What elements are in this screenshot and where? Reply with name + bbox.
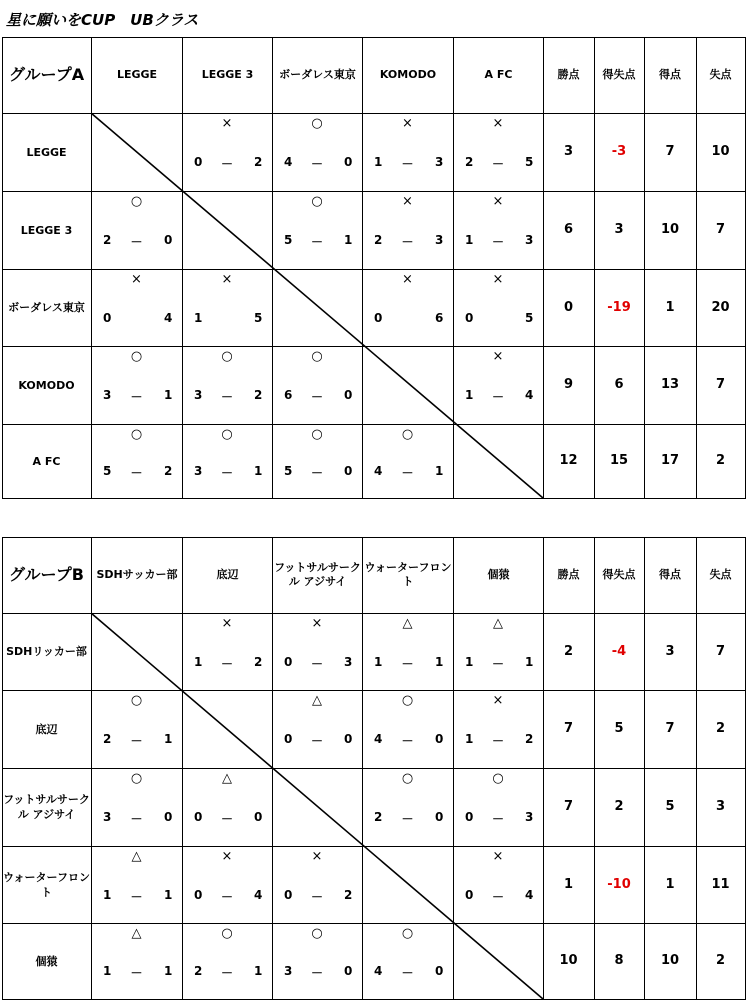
row-team-label: A FC [32, 454, 61, 468]
result-mark: ○ [311, 926, 323, 941]
score-home: 0 [465, 810, 474, 825]
result-mark: ○ [401, 693, 414, 708]
score-away: 0 [164, 233, 173, 248]
score-home: 3 [194, 388, 203, 403]
score-dash: － [401, 465, 414, 480]
team-header: LEGGE 3 [201, 68, 254, 81]
score-dash: － [401, 157, 414, 172]
stat-value: 2 [715, 721, 726, 736]
team-header: A FC [484, 68, 513, 81]
row-team-label: ボーダレス東京 [8, 301, 85, 314]
score-home: 2 [103, 233, 112, 248]
stat-value: 10 [711, 144, 730, 159]
stat-value: 13 [660, 377, 680, 392]
stat-header: 勝点 [557, 568, 580, 581]
result-mark: × [492, 349, 504, 364]
group-name: グループB [9, 565, 84, 584]
result-mark: × [221, 272, 233, 287]
score-dash: － [401, 966, 414, 981]
result-mark: △ [222, 771, 232, 786]
stat-value: 3 [665, 643, 675, 659]
result-mark: △ [493, 616, 503, 631]
score-home: 2 [465, 155, 474, 170]
score-away: 5 [525, 310, 534, 325]
stat-value: 5 [614, 721, 624, 736]
result-mark: × [402, 272, 413, 287]
stat-value: 2 [715, 453, 726, 468]
score-home: 5 [284, 463, 293, 478]
score-home: 0 [103, 310, 112, 325]
score-away: 0 [164, 810, 173, 825]
score-home: 0 [284, 654, 293, 669]
stat-value: 15 [609, 453, 629, 468]
result-mark: × [492, 272, 504, 287]
score-home: 2 [103, 732, 112, 747]
score-home: 1 [374, 654, 383, 669]
team-header: LEGGE [116, 68, 158, 81]
score-dash: － [492, 390, 505, 405]
score-away: 0 [344, 388, 353, 403]
score-dash: － [311, 889, 324, 904]
stat-value: 20 [711, 299, 730, 315]
result-mark: × [492, 194, 504, 209]
page-title: 星に願いをCUP UBクラス [6, 11, 199, 29]
result-mark: × [131, 272, 142, 287]
score-away: 0 [344, 964, 353, 979]
score-away: 3 [435, 233, 444, 248]
stat-value: 8 [614, 953, 624, 968]
result-mark: × [402, 116, 413, 131]
stat-header: 得点 [659, 568, 681, 581]
score-home: 0 [284, 732, 293, 747]
row-team-label: SDHリッカー部 [6, 645, 87, 658]
score-away: 3 [344, 654, 353, 669]
stat-value: 7 [665, 721, 675, 736]
score-away: 3 [525, 810, 534, 825]
score-dash: － [311, 390, 324, 405]
team-header: SDHサッカー部 [96, 568, 178, 581]
team-header: ボーダレス東京 [279, 68, 356, 81]
score-away: 1 [254, 964, 263, 979]
row-team-label: 個猿 [35, 954, 58, 968]
score-dash: － [311, 157, 324, 172]
result-mark: × [402, 194, 413, 209]
row-team-label: フットサルサークル アジサイ [3, 793, 90, 821]
score-home: 2 [374, 810, 383, 825]
stat-value: -19 [607, 299, 631, 315]
result-mark: × [492, 693, 504, 708]
score-away: 0 [435, 964, 444, 979]
score-away: 0 [254, 810, 263, 825]
score-home: 3 [194, 463, 203, 478]
team-header: 底辺 [216, 568, 239, 581]
score-home: 1 [103, 964, 112, 979]
score-home: 0 [194, 887, 203, 902]
score-away: 4 [164, 310, 173, 325]
score-away: 1 [164, 964, 173, 979]
result-mark: ○ [130, 427, 143, 442]
result-mark: × [311, 616, 323, 631]
score-home: 4 [284, 155, 293, 170]
score-dash: － [130, 465, 143, 480]
stat-value: 7 [665, 144, 675, 159]
score-away: 0 [344, 463, 353, 478]
score-home: 4 [374, 732, 383, 747]
score-home: 0 [374, 310, 383, 325]
score-home: 1 [465, 233, 474, 248]
score-dash: － [221, 656, 234, 671]
score-home: 0 [194, 155, 203, 170]
result-mark: ○ [221, 349, 233, 364]
score-dash: － [221, 966, 234, 981]
row-team-label: KOMODO [18, 378, 75, 392]
stat-value: 1 [563, 876, 574, 892]
score-home: 4 [374, 463, 383, 478]
stat-value: 12 [559, 453, 578, 468]
score-away: 2 [344, 887, 353, 902]
result-mark: ○ [311, 194, 323, 209]
score-home: 1 [465, 388, 474, 403]
score-away: 1 [164, 732, 173, 747]
stat-value: 7 [715, 222, 726, 237]
score-dash: － [311, 465, 324, 480]
score-dash: － [401, 734, 414, 749]
score-dash: － [492, 157, 505, 172]
score-away: 0 [435, 732, 444, 747]
score-home: 6 [284, 388, 293, 403]
result-mark: ○ [130, 771, 143, 786]
result-mark: ○ [130, 349, 143, 364]
result-mark: △ [402, 616, 413, 631]
result-mark: × [492, 116, 504, 131]
score-away: 1 [164, 887, 173, 902]
score-home: 1 [194, 310, 203, 325]
stat-value: 2 [563, 643, 574, 659]
stat-value: 7 [715, 377, 726, 392]
score-dash: － [130, 390, 143, 405]
score-away: 1 [344, 233, 353, 248]
score-away: 2 [525, 732, 534, 747]
row-team-label: ウォーターフロント [2, 870, 90, 899]
score-home: 2 [374, 233, 383, 248]
score-home: 0 [465, 310, 474, 325]
stat-value: 1 [665, 299, 675, 315]
result-mark: ○ [130, 693, 143, 708]
stat-value: 10 [559, 953, 578, 968]
group-name: グループA [9, 65, 85, 84]
result-mark: △ [131, 926, 142, 941]
stat-value: 2 [715, 953, 726, 968]
score-dash: － [311, 966, 324, 981]
score-dash: － [401, 235, 414, 250]
score-home: 1 [194, 654, 203, 669]
score-dash: － [401, 812, 414, 827]
stat-value: 7 [563, 721, 574, 736]
stat-value: 3 [563, 144, 574, 159]
score-home: 3 [103, 388, 112, 403]
result-mark: × [221, 116, 233, 131]
score-away: 0 [435, 810, 444, 825]
row-team-label: LEGGE 3 [20, 223, 73, 237]
stat-value: 2 [614, 799, 624, 814]
result-mark: ○ [311, 349, 323, 364]
score-away: 4 [525, 887, 534, 902]
stat-value: 7 [715, 643, 726, 659]
result-mark: ○ [221, 926, 233, 941]
score-dash: － [492, 889, 505, 904]
score-away: 6 [435, 310, 444, 325]
score-dash: － [492, 734, 505, 749]
score-dash: － [130, 812, 143, 827]
score-dash: － [221, 889, 234, 904]
score-dash: － [311, 235, 324, 250]
result-mark: × [311, 849, 323, 864]
team-header: KOMODO [379, 68, 437, 81]
stat-value: 3 [614, 222, 624, 237]
score-dash: － [492, 812, 505, 827]
score-away: 1 [435, 654, 444, 669]
stat-value: 0 [563, 299, 574, 315]
score-dash: － [130, 235, 143, 250]
score-dash: － [221, 465, 234, 480]
result-mark: × [492, 849, 504, 864]
row-team-label: 底辺 [35, 722, 58, 736]
team-header: フットサルサークル アジサイ [274, 561, 361, 588]
score-away: 5 [525, 155, 534, 170]
score-home: 0 [465, 887, 474, 902]
result-mark: △ [131, 849, 142, 864]
result-mark: ○ [401, 926, 414, 941]
stat-value: -4 [611, 643, 627, 659]
score-dash: － [130, 966, 143, 981]
result-mark: ○ [492, 771, 504, 786]
stat-value: 3 [715, 799, 726, 814]
result-mark: ○ [401, 771, 414, 786]
stat-header: 勝点 [557, 68, 580, 81]
score-home: 0 [284, 887, 293, 902]
stat-value: -10 [607, 876, 631, 892]
row-team-label: LEGGE [26, 145, 67, 159]
stat-value: 10 [660, 953, 680, 968]
score-away: 3 [435, 155, 444, 170]
score-away: 4 [525, 388, 534, 403]
result-mark: ○ [221, 427, 233, 442]
score-dash: － [221, 390, 234, 405]
score-away: 2 [254, 388, 263, 403]
stat-value: 1 [665, 876, 675, 892]
score-home: 4 [374, 964, 383, 979]
result-mark: △ [312, 693, 322, 708]
score-home: 1 [465, 732, 474, 747]
score-away: 0 [344, 155, 353, 170]
score-away: 3 [525, 233, 534, 248]
score-home: 3 [103, 810, 112, 825]
stat-value: 5 [665, 799, 675, 814]
score-away: 0 [344, 732, 353, 747]
team-header: 個猿 [487, 568, 510, 581]
score-away: 2 [254, 654, 263, 669]
score-home: 2 [194, 964, 203, 979]
score-away: 4 [254, 887, 263, 902]
stat-header: 得失点 [602, 568, 636, 581]
stat-value: 17 [660, 453, 680, 468]
score-dash: － [401, 656, 414, 671]
score-dash: － [221, 157, 234, 172]
result-mark: × [221, 849, 233, 864]
stat-value: 7 [563, 799, 574, 814]
score-dash: － [492, 235, 505, 250]
score-dash: － [311, 656, 324, 671]
stat-value: -3 [611, 144, 627, 159]
score-home: 3 [284, 964, 293, 979]
score-away: 2 [254, 155, 263, 170]
result-mark: ○ [311, 116, 323, 131]
stat-value: 6 [563, 222, 574, 237]
result-mark: ○ [401, 427, 414, 442]
score-dash: － [221, 812, 234, 827]
stat-header: 失点 [709, 568, 732, 581]
score-away: 1 [435, 463, 444, 478]
stat-header: 得失点 [602, 68, 636, 81]
stat-value: 6 [614, 377, 624, 392]
stat-value: 9 [563, 377, 574, 392]
score-dash: － [492, 656, 505, 671]
score-away: 5 [254, 310, 263, 325]
stat-header: 得点 [659, 68, 681, 81]
stat-value: 11 [711, 876, 730, 892]
result-mark: ○ [311, 427, 323, 442]
stat-header: 失点 [709, 68, 732, 81]
score-home: 1 [103, 887, 112, 902]
score-dash: － [311, 734, 324, 749]
score-dash: － [130, 889, 143, 904]
result-mark: × [221, 616, 233, 631]
score-home: 0 [194, 810, 203, 825]
team-header: ウォーターフロント [364, 561, 452, 588]
score-dash: － [130, 734, 143, 749]
score-home: 5 [284, 233, 293, 248]
score-away: 2 [164, 463, 173, 478]
result-mark: ○ [130, 194, 143, 209]
score-home: 1 [374, 155, 383, 170]
score-away: 1 [254, 463, 263, 478]
stat-value: 10 [660, 222, 680, 237]
score-away: 1 [525, 654, 534, 669]
score-home: 1 [465, 654, 474, 669]
score-away: 1 [164, 388, 173, 403]
score-home: 5 [103, 463, 112, 478]
